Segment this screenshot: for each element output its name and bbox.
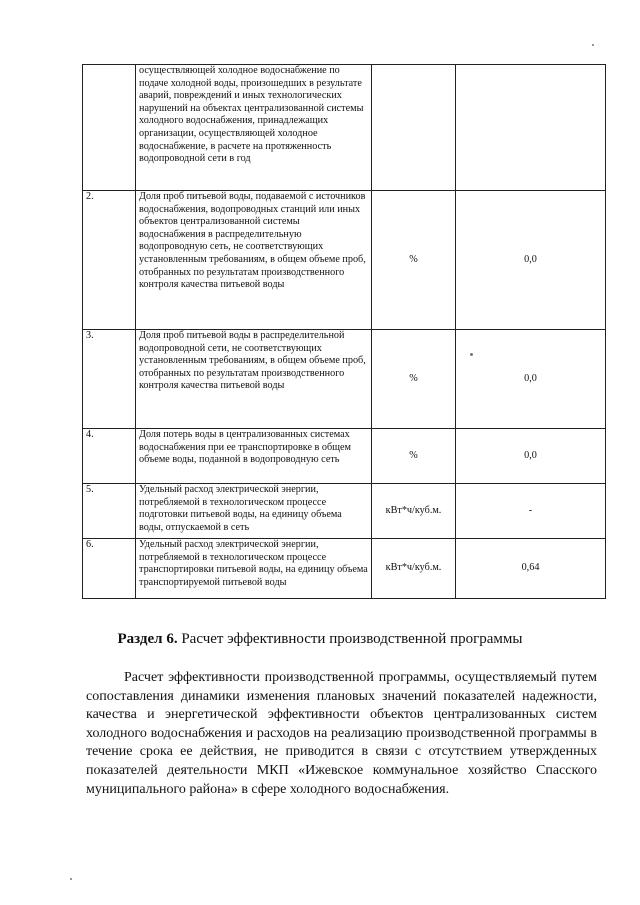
row-number — [83, 65, 136, 191]
row-unit: % — [372, 191, 456, 330]
row-number: 6. — [83, 539, 136, 599]
row-description: Удельный расход электрической энергии, потребляемой в технологическом процессе подготовки питьевой воды, на единицу объема воды, отпускаемой в сеть — [136, 484, 372, 539]
row-value: - — [456, 484, 606, 539]
row-unit: кВт*ч/куб.м. — [372, 539, 456, 599]
row-description: Доля проб питьевой воды в распределительной водопроводной сети, не соответствующих установленным требованиям, в общем объеме проб, отобранных по результатам производственного контроля качества питьевой воды — [136, 330, 372, 429]
row-value: 0,64 — [456, 539, 606, 599]
row-value: 0,0 — [456, 330, 606, 429]
row-description: Доля проб питьевой воды, подаваемой с источников водоснабжения, водопроводных станций или иных объектов централизованной системы водоснабжения в распределительную водопроводную сеть, не соответствующих установленным требованиям, в общем объеме проб, отобранных по результатам производственного контроля качества питьевой воды — [136, 191, 372, 330]
row-number: 3. — [83, 330, 136, 429]
row-unit: кВт*ч/куб.м. — [372, 484, 456, 539]
section-title-text: Расчет эффективности производственной программы — [181, 631, 523, 647]
table-row — [83, 429, 606, 484]
row-value: 0,0 — [456, 191, 606, 330]
body-paragraph — [86, 669, 597, 799]
paragraph-text: Расчет эффективности производственной программы, осуществляемый путем сопоставления динамики изменения плановых значений показателей надежности, качества и энергетической эффективности объектов централизованных систем холодного водоснабжения и расходов на реализацию производственной программы в течение срока ее действия, не приводится в связи с отсутствием утвержденных показателей деятельности МКП «Ижевское коммунальное хозяйство Спасского муниципального района» в сфере холодного водоснабжения. — [86, 670, 597, 797]
table-row — [83, 484, 606, 539]
row-unit: % — [372, 429, 456, 484]
row-unit: % — [372, 330, 456, 429]
row-description: Удельный расход электрической энергии, потребляемой в технологическом процессе транспортировки питьевой воды, на единицу объема транспортируемой питьевой воды — [136, 539, 372, 599]
row-description: осуществляющей холодное водоснабжение по подаче холодной воды, произошедших в результате аварий, повреждений и иных технологических нарушений на объектах централизованной системы холодного водоснабжения, принадлежащих организации, осуществляющей холодное водоснабжение, в расчете на протяженность водопроводной сети в год — [136, 65, 372, 191]
section-label: Раздел 6. — [117, 631, 178, 647]
row-number: 2. — [83, 191, 136, 330]
row-value: 0,0 — [456, 429, 606, 484]
row-unit — [372, 65, 456, 191]
table-row — [83, 330, 606, 429]
indicators-table — [82, 64, 606, 599]
table-row — [83, 65, 606, 191]
row-description: Доля потерь воды в централизованных системах водоснабжения при ее транспортировке в общем объеме воды, поданной в водопроводную сеть — [136, 429, 372, 484]
row-number: 5. — [83, 484, 136, 539]
scan-speck — [470, 353, 473, 356]
scan-speck — [592, 44, 594, 46]
table-row — [83, 539, 606, 599]
row-number: 4. — [83, 429, 136, 484]
scan-speck — [70, 878, 72, 880]
row-value — [456, 65, 606, 191]
table-row — [83, 191, 606, 330]
section-heading — [0, 630, 640, 648]
